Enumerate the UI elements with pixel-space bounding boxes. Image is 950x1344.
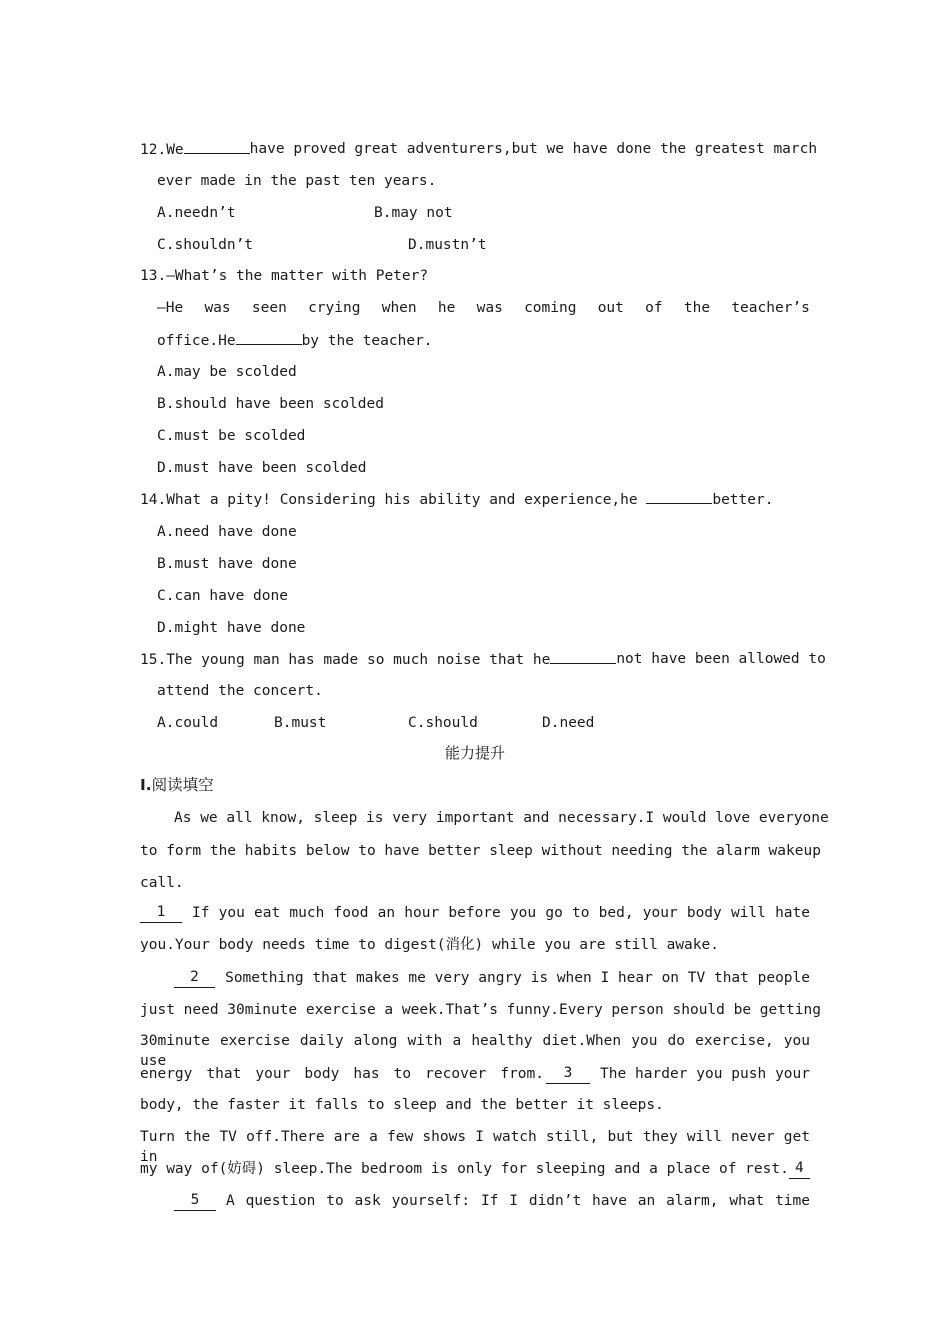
q14-option-b[interactable]: B.must have done (157, 556, 297, 572)
q15-option-d[interactable]: D.need (542, 715, 595, 731)
q12-stem-after: have proved great adventurers,but we have done the greatest march (249, 141, 818, 157)
passage-p1-line3: call. (140, 875, 184, 891)
q12-stem-line2: ever made in the past ten years. (157, 173, 437, 189)
q12-option-a[interactable]: A.needn’t (157, 205, 236, 221)
q13-option-d[interactable]: D.must have been scolded (157, 460, 367, 476)
passage-p1-line1: As we all know, sleep is very important and necessary.I would love everyone (174, 810, 829, 826)
q14-answer-blank[interactable] (646, 489, 712, 504)
passage-p3-line4: energy that your body has to recover from. 3 The harder you push your (140, 1065, 810, 1082)
q13-answer-line1: —He was seen crying when he was coming out of the teacher’s (157, 300, 810, 316)
q12-stem-before: We (166, 142, 184, 158)
q15-option-b[interactable]: B.must (274, 715, 327, 731)
section-title: 能力提升 (444, 744, 505, 762)
q15-stem-line2: attend the concert. (157, 683, 323, 699)
passage-p3-line3: 30minute exercise daily along with a healthy diet.When you do exercise, you use (140, 1033, 810, 1069)
q13-answer-blank[interactable] (236, 330, 302, 345)
q15-option-c[interactable]: C.should (408, 715, 478, 731)
q14-option-d[interactable]: D.might have done (157, 620, 306, 636)
passage-p2-line1: 1 If you eat much food an hour before you go to bed, your body will hate (140, 903, 810, 923)
passage-p3-line2: just need 30minute exercise a week.That’s funny.Every person should be getting (140, 1002, 821, 1018)
part-label: Ⅰ. (140, 776, 152, 794)
blank-3[interactable]: 3 (546, 1064, 590, 1084)
passage-p3-line5: body, the faster it falls to sleep and the better it sleeps. (140, 1097, 664, 1113)
q13-option-c[interactable]: C.must be scolded (157, 428, 306, 444)
q12-number: 12. (140, 142, 167, 158)
passage-p5-line1: 5 A question to ask yourself: If I didn’t have an alarm, what time (174, 1191, 810, 1211)
passage-p1-line2: to form the habits below to have better sleep without needing the alarm wakeup (140, 843, 821, 859)
passage-p2-line2: you.Your body needs time to digest(消化) while you are still awake. (140, 937, 719, 953)
q13-option-b[interactable]: B.should have been scolded (157, 396, 384, 412)
q14-stem: 14.What a pity! Considering his ability and experience,he better. (140, 489, 773, 510)
q12-option-b[interactable]: B.may not (374, 205, 453, 221)
passage-p4-line1: Turn the TV off.There are a few shows I watch still, but they will never get in (140, 1129, 810, 1165)
q12-option-d[interactable]: D.mustn’t (408, 237, 487, 253)
q15-stem-line1: 15.The young man has made so much noise that he not have been allowed to (140, 651, 826, 668)
q13-answer-line2: office.He by the teacher. (157, 330, 433, 351)
q15-answer-blank[interactable] (550, 649, 616, 664)
q12-answer-blank[interactable] (184, 139, 250, 154)
q15-option-a[interactable]: A.could (157, 715, 219, 731)
q13-question: —What’s the matter with Peter? (166, 268, 429, 284)
q12-stem-line1 (140, 139, 818, 160)
q13-number: 13. (140, 268, 167, 284)
part-heading (140, 775, 214, 795)
q14-option-a[interactable]: A.need have done (157, 524, 297, 540)
q13-stem (140, 266, 428, 286)
q14-option-c[interactable]: C.can have done (157, 588, 288, 604)
q14-number: 14. (140, 492, 167, 508)
q15-number: 15. (140, 652, 167, 668)
blank-2[interactable]: 2 (174, 968, 215, 988)
passage-p3-line1: 2 Something that makes me very angry is when I hear on TV that people (174, 968, 810, 988)
q12-option-c[interactable]: C.shouldn’t (157, 237, 254, 253)
passage-p4-line2: my way of(妨碍) sleep.The bedroom is only for sleeping and a place of rest. 4 (140, 1159, 810, 1179)
part-title: 阅读填空 (151, 776, 214, 794)
q13-option-a[interactable]: A.may be scolded (157, 364, 297, 380)
blank-1[interactable]: 1 (140, 903, 182, 923)
blank-5[interactable]: 5 (174, 1191, 216, 1211)
blank-4[interactable]: 4 (789, 1159, 810, 1179)
